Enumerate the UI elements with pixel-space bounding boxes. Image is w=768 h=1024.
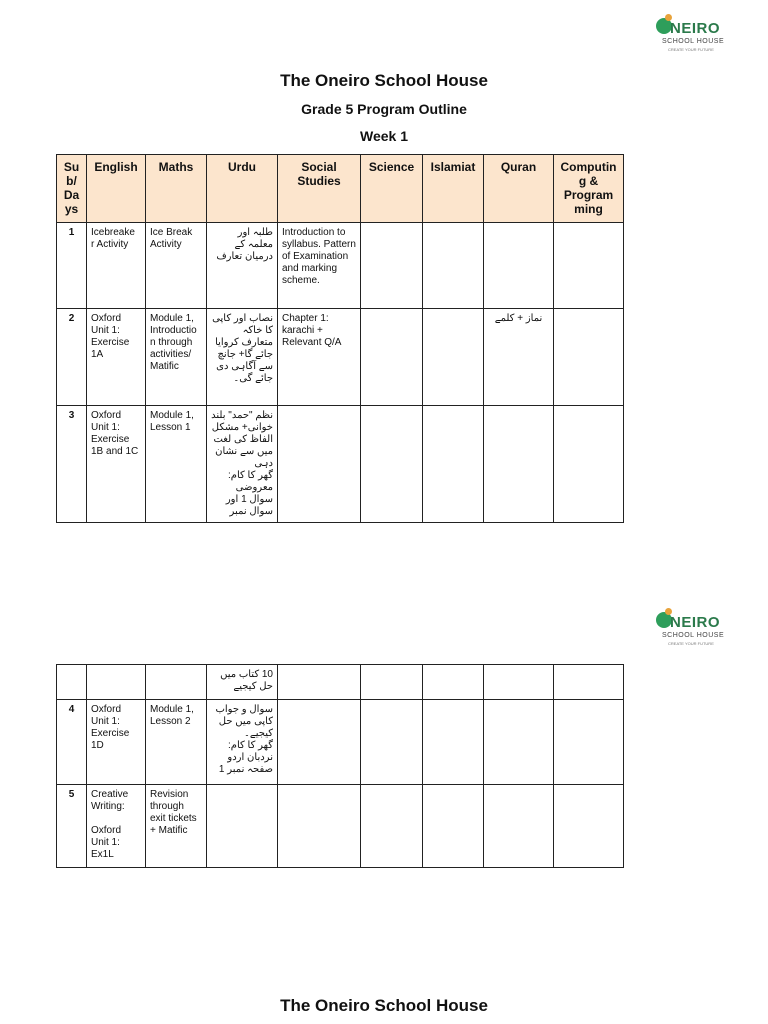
social-studies-cell bbox=[278, 406, 361, 523]
day-cell: 3 bbox=[57, 406, 87, 523]
quran-cell bbox=[484, 700, 554, 785]
quran-cell bbox=[484, 223, 554, 309]
col-header-islamiat: Islamiat bbox=[423, 155, 484, 223]
islamiat-cell bbox=[423, 665, 484, 700]
logo-subtitle: SCHOOL HOUSE bbox=[662, 38, 725, 45]
social-studies-cell bbox=[278, 785, 361, 868]
col-header-science: Science bbox=[361, 155, 423, 223]
program-table bbox=[56, 154, 624, 523]
school-title-page-3: The Oneiro School House bbox=[280, 996, 488, 1015]
english-cell: Oxford Unit 1: Exercise 1B and 1C bbox=[87, 406, 146, 523]
social-studies-cell: Chapter 1: karachi + Relevant Q/A bbox=[278, 309, 361, 406]
science-cell bbox=[361, 700, 423, 785]
quran-cell bbox=[484, 665, 554, 700]
maths-cell: Revision through exit tickets + Matific bbox=[146, 785, 207, 868]
program-table-continued bbox=[56, 664, 624, 868]
col-header-english: English bbox=[87, 155, 146, 223]
computing-cell bbox=[554, 785, 624, 868]
program-title: Grade 5 Program Outline bbox=[301, 101, 467, 117]
maths-cell bbox=[146, 665, 207, 700]
urdu-cell: 10 کتاب میں حل کیجیے bbox=[207, 665, 278, 700]
logo-tagline: CREATE YOUR FUTURE bbox=[668, 641, 714, 646]
urdu-cell bbox=[207, 785, 278, 868]
islamiat-cell bbox=[423, 406, 484, 523]
islamiat-cell bbox=[423, 700, 484, 785]
school-logo bbox=[656, 14, 736, 58]
col-header-maths: Maths bbox=[146, 155, 207, 223]
urdu-cell: سوال و جواب کاپی میں حل کیجیے۔ گھر کا کام: نردبان اردو صفحہ نمبر 1 bbox=[207, 700, 278, 785]
social-studies-cell bbox=[278, 700, 361, 785]
urdu-cell: نصاب اور کاپی کا خاکہ متعارف کروایا جائے گا+ جانچ سے آگاہی دی جائے گی۔ bbox=[207, 309, 278, 406]
col-header-quran: Quran bbox=[484, 155, 554, 223]
quran-cell bbox=[484, 785, 554, 868]
logo-word: NEIRO bbox=[670, 614, 721, 631]
maths-cell: Module 1, Lesson 2 bbox=[146, 700, 207, 785]
maths-cell: Module 1, Introductio n through activities/ Matific bbox=[146, 309, 207, 406]
maths-cell: Ice Break Activity bbox=[146, 223, 207, 309]
computing-cell bbox=[554, 223, 624, 309]
english-cell bbox=[87, 665, 146, 700]
school-title: The Oneiro School House bbox=[280, 71, 488, 90]
day-cell: 1 bbox=[57, 223, 87, 309]
week-title: Week 1 bbox=[360, 128, 408, 144]
table-row bbox=[57, 785, 624, 868]
day-cell bbox=[57, 665, 87, 700]
computing-cell bbox=[554, 406, 624, 523]
science-cell bbox=[361, 785, 423, 868]
logo-tagline: CREATE YOUR FUTURE bbox=[668, 47, 714, 52]
col-header-computing: Computin g & Program ming bbox=[554, 155, 624, 223]
social-studies-cell: Introduction to syllabus. Pattern of Examination and marking scheme. bbox=[278, 223, 361, 309]
islamiat-cell bbox=[423, 309, 484, 406]
english-cell: Oxford Unit 1: Exercise 1A bbox=[87, 309, 146, 406]
computing-cell bbox=[554, 309, 624, 406]
day-cell: 2 bbox=[57, 309, 87, 406]
islamiat-cell bbox=[423, 785, 484, 868]
day-cell: 5 bbox=[57, 785, 87, 868]
day-cell: 4 bbox=[57, 700, 87, 785]
table-row bbox=[57, 223, 624, 309]
col-header-day: Su b/ Da ys bbox=[57, 155, 87, 223]
social-studies-cell bbox=[278, 665, 361, 700]
col-header-urdu: Urdu bbox=[207, 155, 278, 223]
urdu-cell: طلبہ اور معلمہ کے درمیان تعارف bbox=[207, 223, 278, 309]
quran-cell bbox=[484, 406, 554, 523]
table-row bbox=[57, 406, 624, 523]
science-cell bbox=[361, 223, 423, 309]
maths-cell: Module 1, Lesson 1 bbox=[146, 406, 207, 523]
table-header-row bbox=[57, 155, 624, 223]
school-logo-page-2 bbox=[656, 608, 736, 652]
table-row bbox=[57, 665, 624, 700]
science-cell bbox=[361, 309, 423, 406]
table-row bbox=[57, 309, 624, 406]
table-row bbox=[57, 700, 624, 785]
science-cell bbox=[361, 665, 423, 700]
computing-cell bbox=[554, 665, 624, 700]
science-cell bbox=[361, 406, 423, 523]
english-cell: Oxford Unit 1: Exercise 1D bbox=[87, 700, 146, 785]
islamiat-cell bbox=[423, 223, 484, 309]
col-header-social-studies: Social Studies bbox=[278, 155, 361, 223]
logo-word: NEIRO bbox=[670, 20, 721, 37]
english-cell: Icebreake r Activity bbox=[87, 223, 146, 309]
english-cell: Creative Writing: Oxford Unit 1: Ex1L bbox=[87, 785, 146, 868]
computing-cell bbox=[554, 700, 624, 785]
urdu-cell: نظم "حمد" بلند خوانی+ مشکل الفاظ کی لغت میں سے نشان دہی گھر کا کام: معروضی سوال 1 اور سوال نمبر bbox=[207, 406, 278, 523]
quran-cell: نماز + کلمے bbox=[484, 309, 554, 406]
logo-subtitle: SCHOOL HOUSE bbox=[662, 632, 725, 639]
